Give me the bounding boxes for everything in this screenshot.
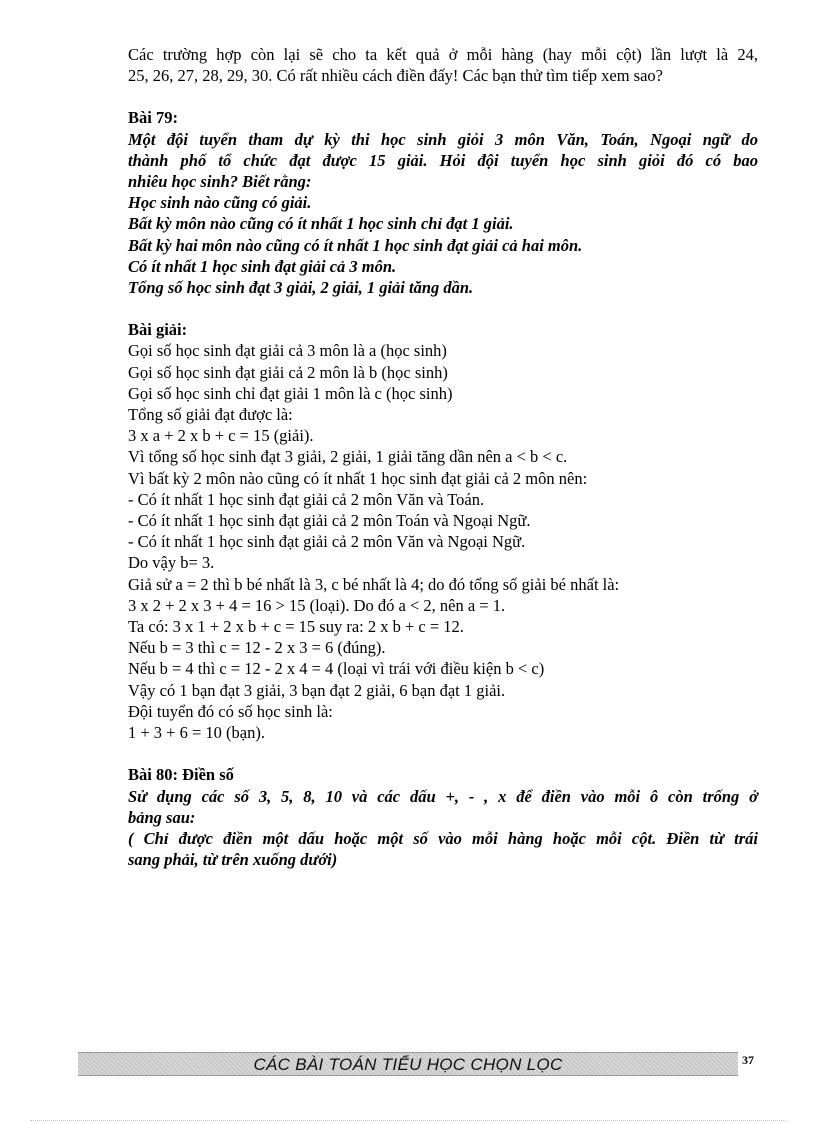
bai80-heading: Bài 80: Điền số [128,765,234,785]
intro-line-1: Các trường hợp còn lại sẽ cho ta kết quả ở mỗi hàng (hay mỗi cột) lần lượt là 24, [128,45,758,64]
page-bottom-divider [30,1120,786,1121]
bai79-condition: Học sinh nào cũng có giải. [128,193,312,213]
solution-line: - Có ít nhất 1 học sinh đạt giải cả 2 môn Văn và Toán. [128,489,485,509]
bai80-problem-line: ( Chỉ được điền một dấu hoặc một số vào mỗi hàng hoặc mỗi cột. Điền từ trái [128,828,758,848]
bai79-condition: Tổng số học sinh đạt 3 giải, 2 giải, 1 giải tăng dần. [128,278,474,298]
solution-line: Vì tổng số học sinh đạt 3 giải, 2 giải, 1 giải tăng dần nên a < b < c. [128,447,568,467]
solution-line: Gọi số học sinh đạt giải cả 2 môn là b (học sinh) [128,362,448,382]
bai80-problem-line: Sử dụng các số 3, 5, 8, 10 và các dấu +, - , x để điền vào mỗi ô còn trống ở [128,786,758,806]
solution-line: 1 + 3 + 6 = 10 (bạn). [128,723,265,743]
bai79-condition: Bất kỳ môn nào cũng có ít nhất 1 học sinh chỉ đạt 1 giải. [128,214,514,234]
bai79-condition: Bất kỳ hai môn nào cũng có ít nhất 1 học sinh đạt giải cả hai môn. [128,235,583,255]
bai79-problem-line: nhiêu học sinh? Biết rằng: [128,172,312,192]
solution-line: Do vậy b= 3. [128,553,215,573]
solution-line: Đội tuyển đó có số học sinh là: [128,701,333,721]
solution-line: Gọi số học sinh đạt giải cả 3 môn là a (học sinh) [128,341,447,361]
solution-line: 3 x 2 + 2 x 3 + 4 = 16 > 15 (loại). Do đó a < 2, nên a = 1. [128,595,506,615]
intro-line-2: 25, 26, 27, 28, 29, 30. Có rất nhiều cách điền đấy! Các bạn thử tìm tiếp xem sao? [128,66,663,86]
footer-title: CÁC BÀI TOÁN TIỂU HỌC CHỌN LỌC [253,1055,563,1074]
solution-line: Vì bất kỳ 2 môn nào cũng có ít nhất 1 học sinh đạt giải cả 2 môn nên: [128,468,588,488]
bai79-condition: Có ít nhất 1 học sinh đạt giải cả 3 môn. [128,256,397,276]
solution-line: Giả sử a = 2 thì b bé nhất là 3, c bé nhất là 4; do đó tổng số giải bé nhất là: [128,574,620,594]
solution-line: Tổng số giải đạt được là: [128,405,293,425]
solution-line: - Có ít nhất 1 học sinh đạt giải cả 2 môn Văn và Ngoại Ngữ. [128,532,526,552]
solution-line: Nếu b = 4 thì c = 12 - 2 x 4 = 4 (loại vì trái với điều kiện b < c) [128,659,545,679]
solution-heading: Bài giải: [128,320,188,340]
solution-line: Vậy có 1 bạn đạt 3 giải, 3 bạn đạt 2 giải, 6 bạn đạt 1 giải. [128,680,506,700]
bai79-heading: Bài 79: [128,108,178,128]
solution-line: Nếu b = 3 thì c = 12 - 2 x 3 = 6 (đúng). [128,638,386,658]
solution-line: Ta có: 3 x 1 + 2 x b + c = 15 suy ra: 2 x b + c = 12. [128,617,464,637]
bai80-problem-line: sang phải, từ trên xuống dưới) [128,850,338,870]
solution-line: 3 x a + 2 x b + c = 15 (giải). [128,426,314,446]
page-number: 37 [742,1053,754,1067]
bai79-problem-line: thành phố tổ chức đạt được 15 giải. Hỏi đội tuyển học sinh giỏi đó có bao [128,150,758,170]
solution-line: Gọi số học sinh chỉ đạt giải 1 môn là c (học sinh) [128,383,453,403]
solution-line: - Có ít nhất 1 học sinh đạt giải cả 2 môn Toán và Ngoại Ngữ. [128,511,531,531]
document-page [128,44,758,870]
footer-banner [78,1052,738,1076]
bai79-problem-line: Một đội tuyển tham dự kỳ thi học sinh giỏi 3 môn Văn, Toán, Ngoại ngữ do [128,129,758,149]
bai80-problem-line: bảng sau: [128,807,196,827]
